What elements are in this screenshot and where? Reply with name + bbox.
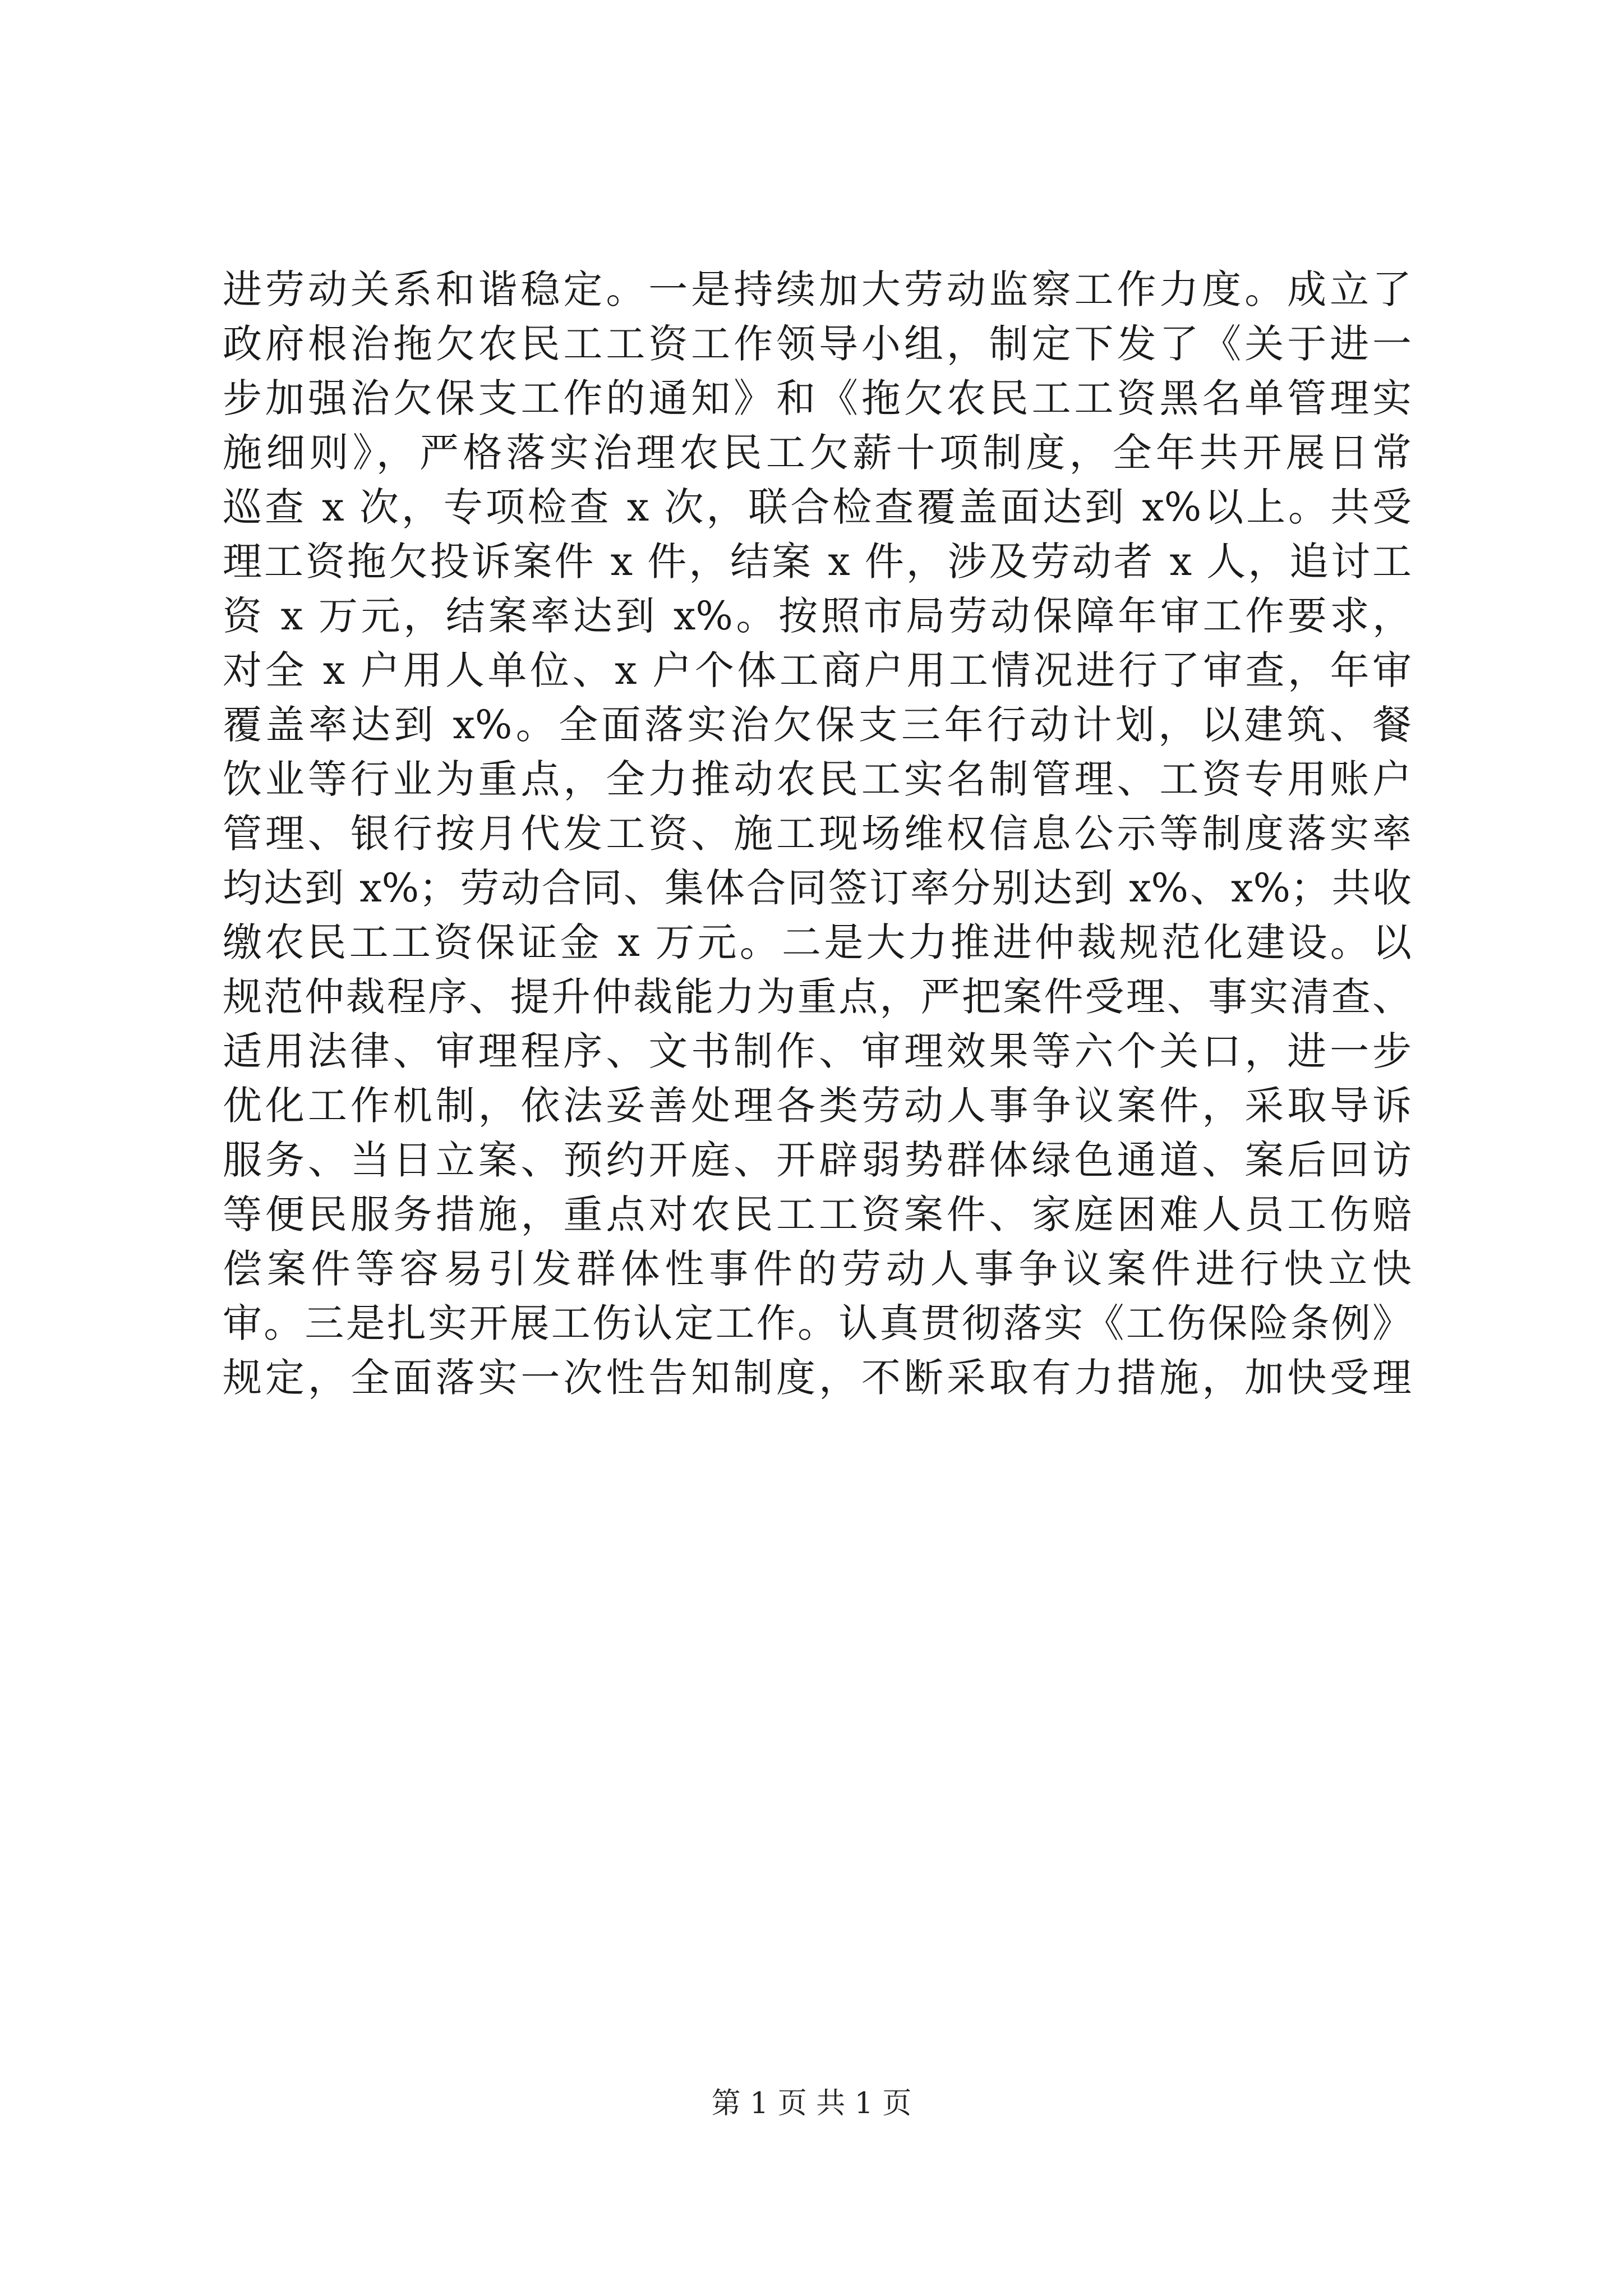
- text-line: 管理、银行按月代发工资、施工现场维权信息公示等制度落实率: [223, 811, 1412, 857]
- page-number: 第 1 页 共 1 页: [711, 2087, 912, 2120]
- text-line: 缴农民工工资保证金 x 万元。二是大力推进仲裁规范化建设。以: [223, 919, 1412, 965]
- text-line: 偿案件等容易引发群体性事件的劳动人事争议案件进行快立快: [223, 1246, 1412, 1292]
- text-line: 政府根治拖欠农民工工资工作领导小组，制定下发了《关于进一: [223, 321, 1412, 367]
- text-line: 饮业等行业为重点，全力推动农民工实名制管理、工资专用账户: [223, 756, 1412, 802]
- text-line: 规定，全面落实一次性告知制度，不断采取有力措施，加快受理: [223, 1355, 1412, 1401]
- text-line: 适用法律、审理程序、文书制作、审理效果等六个关口，进一步: [223, 1028, 1412, 1074]
- text-line: 优化工作机制，依法妥善处理各类劳动人事争议案件，采取导诉: [223, 1083, 1412, 1129]
- text-line: 均达到 x%；劳动合同、集体合同签订率分别达到 x%、x%；共收: [223, 865, 1412, 911]
- text-line: 等便民服务措施，重点对农民工工资案件、家庭困难人员工伤赔: [223, 1191, 1412, 1237]
- body-paragraph: [223, 263, 1412, 1405]
- text-line: 覆盖率达到 x%。全面落实治欠保支三年行动计划，以建筑、餐: [223, 702, 1412, 748]
- text-line: 理工资拖欠投诉案件 x 件，结案 x 件，涉及劳动者 x 人，追讨工: [223, 539, 1412, 585]
- text-line: 服务、当日立案、预约开庭、开辟弱势群体绿色通道、案后回访: [223, 1137, 1412, 1183]
- text-line: 审。三是扎实开展工伤认定工作。认真贯彻落实《工伤保险条例》: [223, 1300, 1412, 1346]
- page-footer: [0, 2084, 1623, 2123]
- text-line: 施细则》，严格落实治理农民工欠薪十项制度，全年共开展日常: [223, 430, 1412, 476]
- text-line: 巡查 x 次，专项检查 x 次，联合检查覆盖面达到 x%以上。共受: [223, 484, 1412, 530]
- text-line: 对全 x 户用人单位、x 户个体工商户用工情况进行了审查，年审: [223, 647, 1412, 693]
- text-line: 进劳动关系和谐稳定。一是持续加大劳动监察工作力度。成立了: [223, 266, 1412, 312]
- text-line: 步加强治欠保支工作的通知》和《拖欠农民工工资黑名单管理实: [223, 375, 1412, 421]
- text-line: 规范仲裁程序、提升仲裁能力为重点，严把案件受理、事实清查、: [223, 974, 1412, 1020]
- text-line: 资 x 万元，结案率达到 x%。按照市局劳动保障年审工作要求，: [223, 593, 1412, 639]
